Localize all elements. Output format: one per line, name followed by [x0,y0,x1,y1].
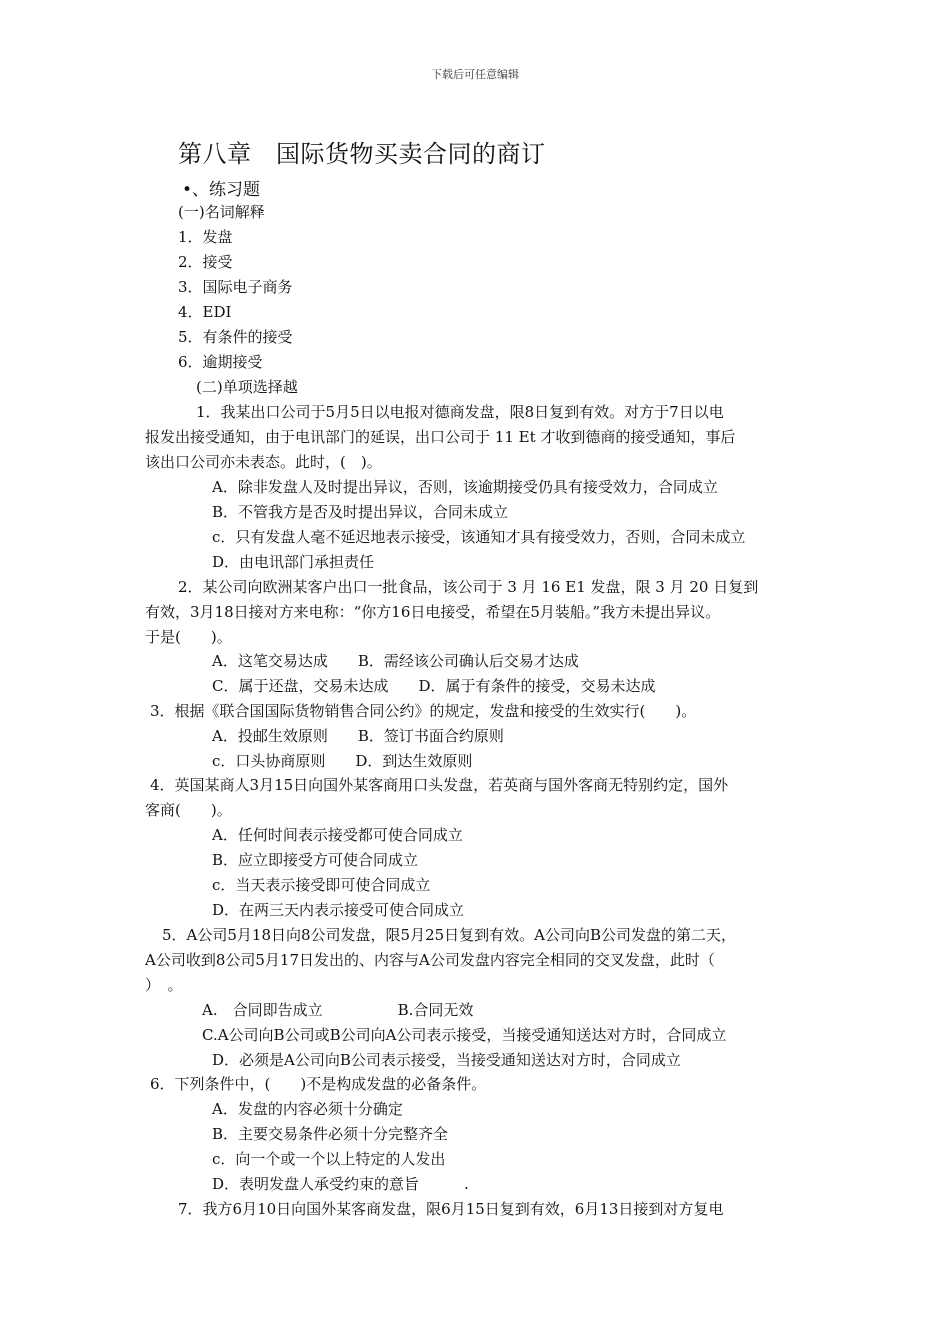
question-1-option: c．只有发盘人毫不延迟地表示接受，该通知才具有接受效力，否则，合同未成立 [212,528,746,546]
page-header: 下载后可任意编辑 [431,68,519,81]
question-5-line: 5．A公司5月18日向8公司发盘，限5月25日复到有效。A公司向B公司发盘的第二天， [162,926,737,944]
question-5-option: D．必须是A公司向B公司表示接受，当接受通知送达对方时，合同成立 [212,1051,681,1069]
question-6-option: D．表明发盘人承受约束的意旨 . [212,1175,469,1193]
question-5-line: A公司收到8公司5月17日发出的、内容与A公司发盘内容完全相同的交叉发盘，此时（ [145,951,715,969]
question-1-option: D．由电讯部门承担责任 [212,553,375,571]
question-3-option: c．口头协商原则 D．到达生效原则 [212,752,473,770]
question-1-line: 1．我某出口公司于5月5日以电报对德商发盘，限8日复到有效。对方于7日以电 [196,403,724,421]
question-2-line: 于是( )。 [145,628,232,646]
question-1-option: A．除非发盘人及时提出异议，否则，该逾期接受仍具有接受效力，合同成立 [212,478,718,496]
term-item: 3．国际电子商务 [178,278,293,296]
question-6-line: 6．下列条件中，( )不是构成发盘的必备条件。 [150,1075,487,1093]
question-6-option: A．发盘的内容必须十分确定 [212,1100,403,1118]
question-4-option: D．在两三天内表示接受可使合同成立 [212,901,465,919]
term-item: 4．EDI [178,303,232,321]
question-2-line: 2．某公司向欧洲某客户出口一批食品，该公司于 3 月 16 E1 发盘，限 3 月 20 日复到 [178,578,759,596]
question-2-option: A．这笔交易达成 B．需经该公司确认后交易才达成 [212,652,579,670]
chapter-title: 第八章 国际货物买卖合同的商订 [178,140,546,168]
question-4-line: 客商( )。 [145,801,232,819]
term-item: 2．接受 [178,253,233,271]
section1-heading: (一)名词解释 [178,203,265,221]
term-item: 5．有条件的接受 [178,328,293,346]
question-1-line: 报发出接受通知，由于电讯部门的延误，出口公司于 11 Et 才收到德商的接受通知，事后 [145,428,736,446]
question-6-option: c．向一个或一个以上特定的人发出 [212,1150,446,1168]
question-4-option: c．当天表示接受即可使合同成立 [212,876,431,894]
question-2-line: 有效，3月18日接对方来电称：“你方16日电接受，希望在5月装船。”我方未提出异议。 [145,603,721,621]
section2-heading: (二)单项选择越 [196,378,298,396]
question-4-option: A．任何时间表示接受都可使合同成立 [212,826,463,844]
question-2-option: C．属于还盘，交易未达成 D．属于有条件的接受，交易未达成 [212,677,656,695]
question-4-option: B．应立即接受方可使合同成立 [212,851,419,869]
question-3-line: 3．根据《联合国国际货物销售合同公约》的规定，发盘和接受的生效实行( )。 [150,702,697,720]
question-6-option: B．主要交易条件必须十分完整齐全 [212,1125,449,1143]
question-1-line: 该出口公司亦未表态。此时，( )。 [145,453,382,471]
question-5-line: ） 。 [145,976,183,994]
question-3-option: A．投邮生效原则 B．签订书面合约原则 [212,727,504,745]
term-item: 1．发盘 [178,228,233,246]
term-item: 6．逾期接受 [178,353,263,371]
question-7-line: 7．我方6月10日向国外某客商发盘，限6月15日复到有效，6月13日接到对方复电 [178,1200,724,1218]
section-title: •、练习题 [182,180,261,200]
question-4-line: 4．英国某商人3月15日向国外某客商用口头发盘，若英商与国外客商无特别约定，国外 [150,776,729,794]
question-1-option: B．不管我方是否及时提出异议，合同未成立 [212,503,509,521]
question-5-option: C.A公司向B公司或B公司向A公司表示接受，当接受通知送达对方时，合同成立 [202,1026,727,1044]
question-5-option: A. 合同即告成立 B.合同无效 [202,1001,474,1019]
